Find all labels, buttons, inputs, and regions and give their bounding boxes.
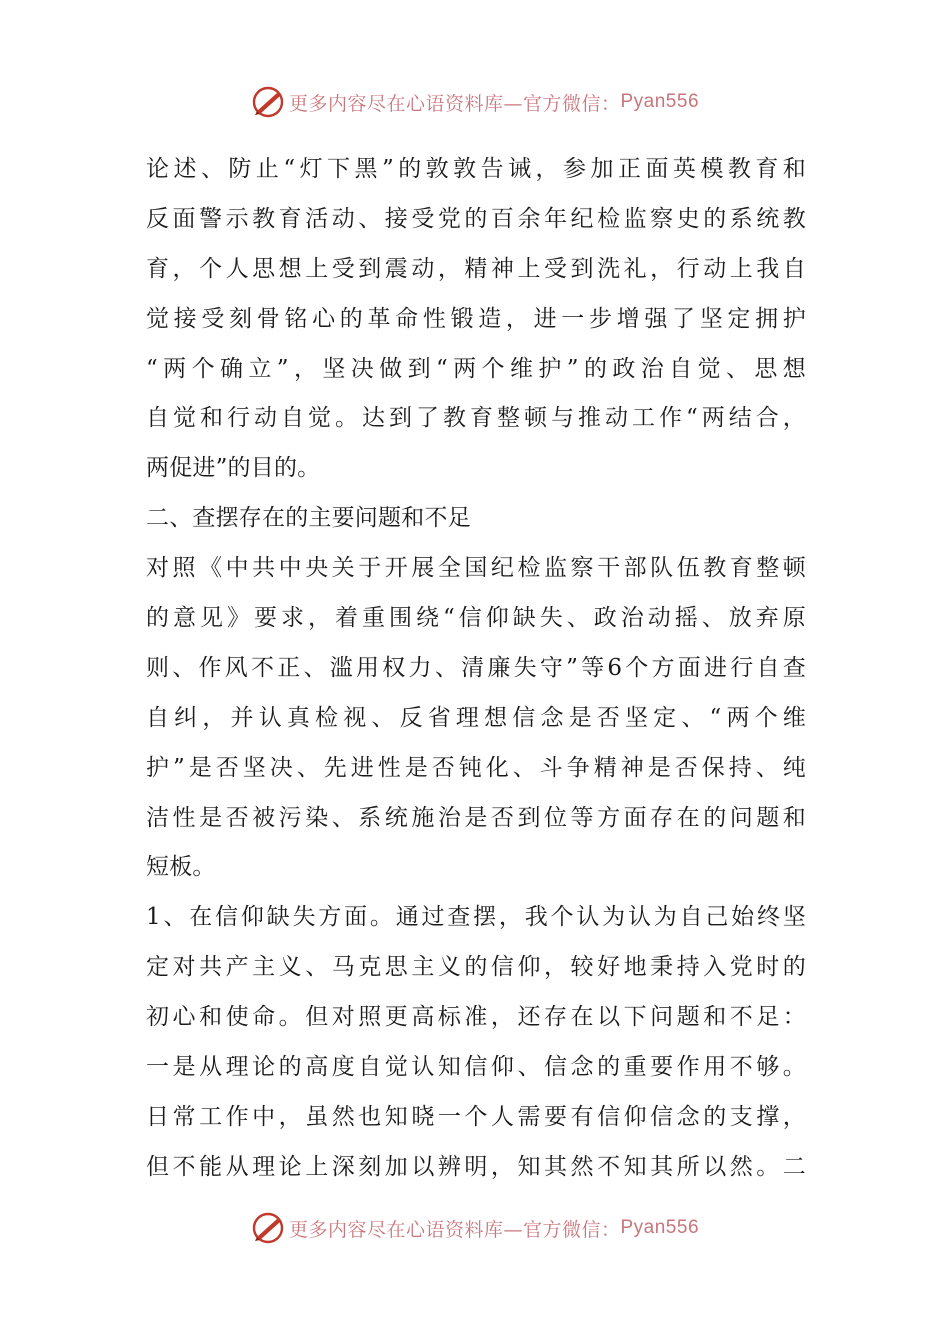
body-line: 1、在信仰缺失方面。通过查摆，我个认为认为自己始终坚: [146, 904, 806, 931]
watermark-text: 更多内容尽在心语资料库—官方微信：: [288, 1218, 621, 1241]
watermark-wechat-id: Pyan556: [620, 1217, 700, 1238]
body-line: 育，个人思想上受到震动，精神上受到洗礼，行动上我自: [146, 255, 806, 282]
body-line: 的意见》要求，着重围绕“信仰缺失、政治动摇、放弃原: [146, 605, 806, 632]
header-watermark: [0, 84, 950, 120]
body-line: 论述、防止“灯下黑”的敦敦告诫，参加正面英模教育和: [146, 156, 806, 182]
body-line: 护”是否坚决、先进性是否钝化、斗争精神是否保持、纯: [146, 754, 806, 781]
body-line: 对照《中共中央关于开展全国纪检监察干部队伍教育整顿: [146, 555, 806, 582]
body-line: 日常工作中，虽然也知晓一个人需要有信仰信念的支撑，: [146, 1103, 806, 1130]
footer-watermark: [0, 1210, 950, 1246]
body-line: 短板。: [146, 854, 216, 881]
body-line: 自觉和行动自觉。达到了教育整顿与推动工作“两结合，: [146, 405, 806, 432]
body-line: 自纠，并认真检视、反省理想信念是否坚定、“两个维: [146, 704, 806, 731]
watermark-wechat-id: Pyan556: [620, 91, 700, 112]
body-line: 定对共产主义、马克思主义的信仰，较好地秉持入党时的: [146, 954, 806, 981]
pen-logo-icon: [251, 1211, 285, 1245]
body-line: 觉接受刻骨铭心的革命性锻造，进一步增强了坚定拥护: [146, 305, 806, 332]
body-line: 初心和使命。但对照更高标准，还存在以下问题和不足：: [146, 1004, 806, 1031]
body-line: 则、作风不正、滥用权力、清廉失守”等6个方面进行自查: [146, 654, 806, 681]
body-line: 一是从理论的高度自觉认知信仰、信念的重要作用不够。: [146, 1054, 806, 1081]
body-line: 但不能从理论上深刻加以辨明，知其然不知其所以然。二: [146, 1153, 806, 1180]
pen-logo-icon: [251, 85, 285, 119]
document-body: [146, 145, 806, 1193]
body-line: 两促进”的目的。: [146, 455, 321, 482]
watermark-text: 更多内容尽在心语资料库—官方微信：: [288, 92, 621, 115]
body-line: 洁性是否被污染、系统施治是否到位等方面存在的问题和: [146, 804, 806, 831]
body-line: 反面警示教育活动、接受党的百余年纪检监察史的系统教: [146, 205, 806, 232]
section-heading: 二、查摆存在的主要问题和不足: [146, 505, 471, 532]
body-line: “两个确立”，坚决做到“两个维护”的政治自觉、思想: [146, 355, 806, 382]
